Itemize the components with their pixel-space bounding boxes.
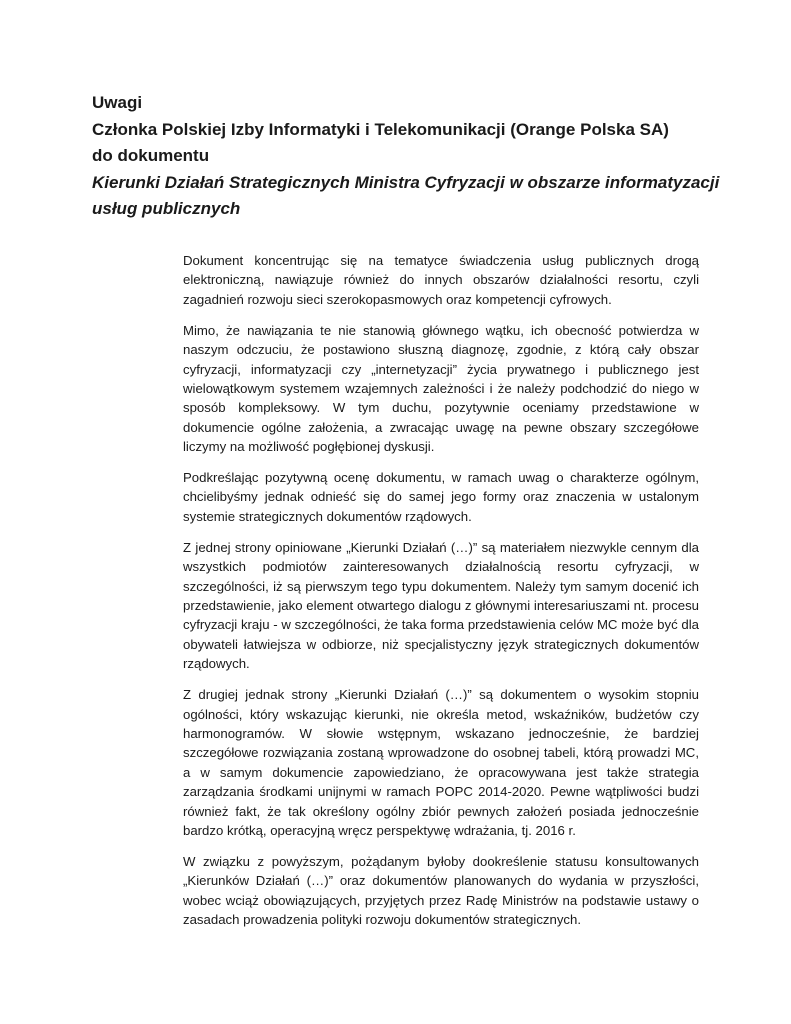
paragraph: Podkreślając pozytywną ocenę dokumentu, w ramach uwag o charakterze ogólnym, chcielibyśmy jednak odnieść się do samej jego formy oraz znaczenia w ustalonym systemie strategicznych dokumentów rządowych. — [183, 470, 699, 524]
header-subtitle: do dokumentu — [92, 146, 210, 165]
paragraph: W związku z powyższym, pożądanym byłoby dookreślenie statusu konsultowanych „Kierunków Działań (…)” oraz dokumentów planowanych do wydania w przyszłości, wobec wciąż obowiązujących, przyjętych przez Radę Ministrów na podstawie ustawy o zasadach prowadzenia polityki rozwoju dokumentów strategicznych. — [183, 853, 699, 928]
document-body — [183, 251, 699, 941]
document-header — [92, 90, 732, 223]
header-author: Członka Polskiej Izby Informatyki i Telekomunikacji (Orange Polska SA) — [92, 119, 669, 139]
paragraph: Z drugiej jednak strony „Kierunki Działań (…)” są dokumentem o wysokim stopniu ogólności, który wskazując kierunki, nie określa metod, wskaźników, budżetów czy harmonogramów. W słowie wstępnym, wskazano jednocześnie, że bardziej szczegółowe rozwiązania zostaną wprowadzone do osobnej tabeli, którą prowadzi MC, a w samym dokumencie zapowiedziano, że opracowywana jest także strategia zarządzania środkami unijnymi w ramach POPC 2014-2020. Pewne wątpliwości budzi również fakt, że tak określony ogólny zbiór pewnych założeń posiada jednocześnie bardzo krótką, operacyjną wręcz perspektywę wdrażania, tj. 2016 r. — [183, 687, 699, 838]
header-title: Uwagi — [92, 93, 143, 112]
paragraph: Z jednej strony opiniowane „Kierunki Działań (…)” są materiałem niezwykle cennym dla wszystkich podmiotów zainteresowanych działalnością resortu cyfryzacji, w szczególności, iż są pierwszym tego typu dokumentem. Należy tym samym docenić ich przedstawienie, jako element otwartego dialogu z głównymi interesariuszami nt. procesu cyfryzacji kraju - w szczególności, że taka forma przedstawienia celów MC może być dla obywateli łatwiejsza w odbiorze, niż specjalistyczny język strategicznych dokumentów rządowych. — [183, 539, 699, 672]
paragraph: Mimo, że nawiązania te nie stanowią głównego wątku, ich obecność potwierdza w naszym odczuciu, że postawiono słuszną diagnozę, zgodnie, z którą cały obszar cyfryzacji, informatyzacji czy „internetyzacji” życia prywatnego i publicznego jest wielowątkowym systemem wzajemnych zależności i że należy podchodzić do niego w sposób kompleksowy. W tym duchu, pozytywnie oceniamy przedstawione w dokumencie ogólne założenia, a zwracając uwagę na pewne obszary szczegółowe liczymy na możliwość pogłębionej dyskusji. — [183, 322, 699, 455]
paragraph: Dokument koncentrując się na tematyce świadczenia usług publicznych drogą elektroniczną, nawiązuje również do innych obszarów działalności resortu, czyli zagadnień rozwoju sieci szerokopasmowych oraz kompetencji cyfrowych. — [183, 253, 699, 307]
header-document-name: Kierunki Działań Strategicznych Ministra Cyfryzacji w obszarze informatyzacji usług publicznych — [92, 172, 720, 218]
